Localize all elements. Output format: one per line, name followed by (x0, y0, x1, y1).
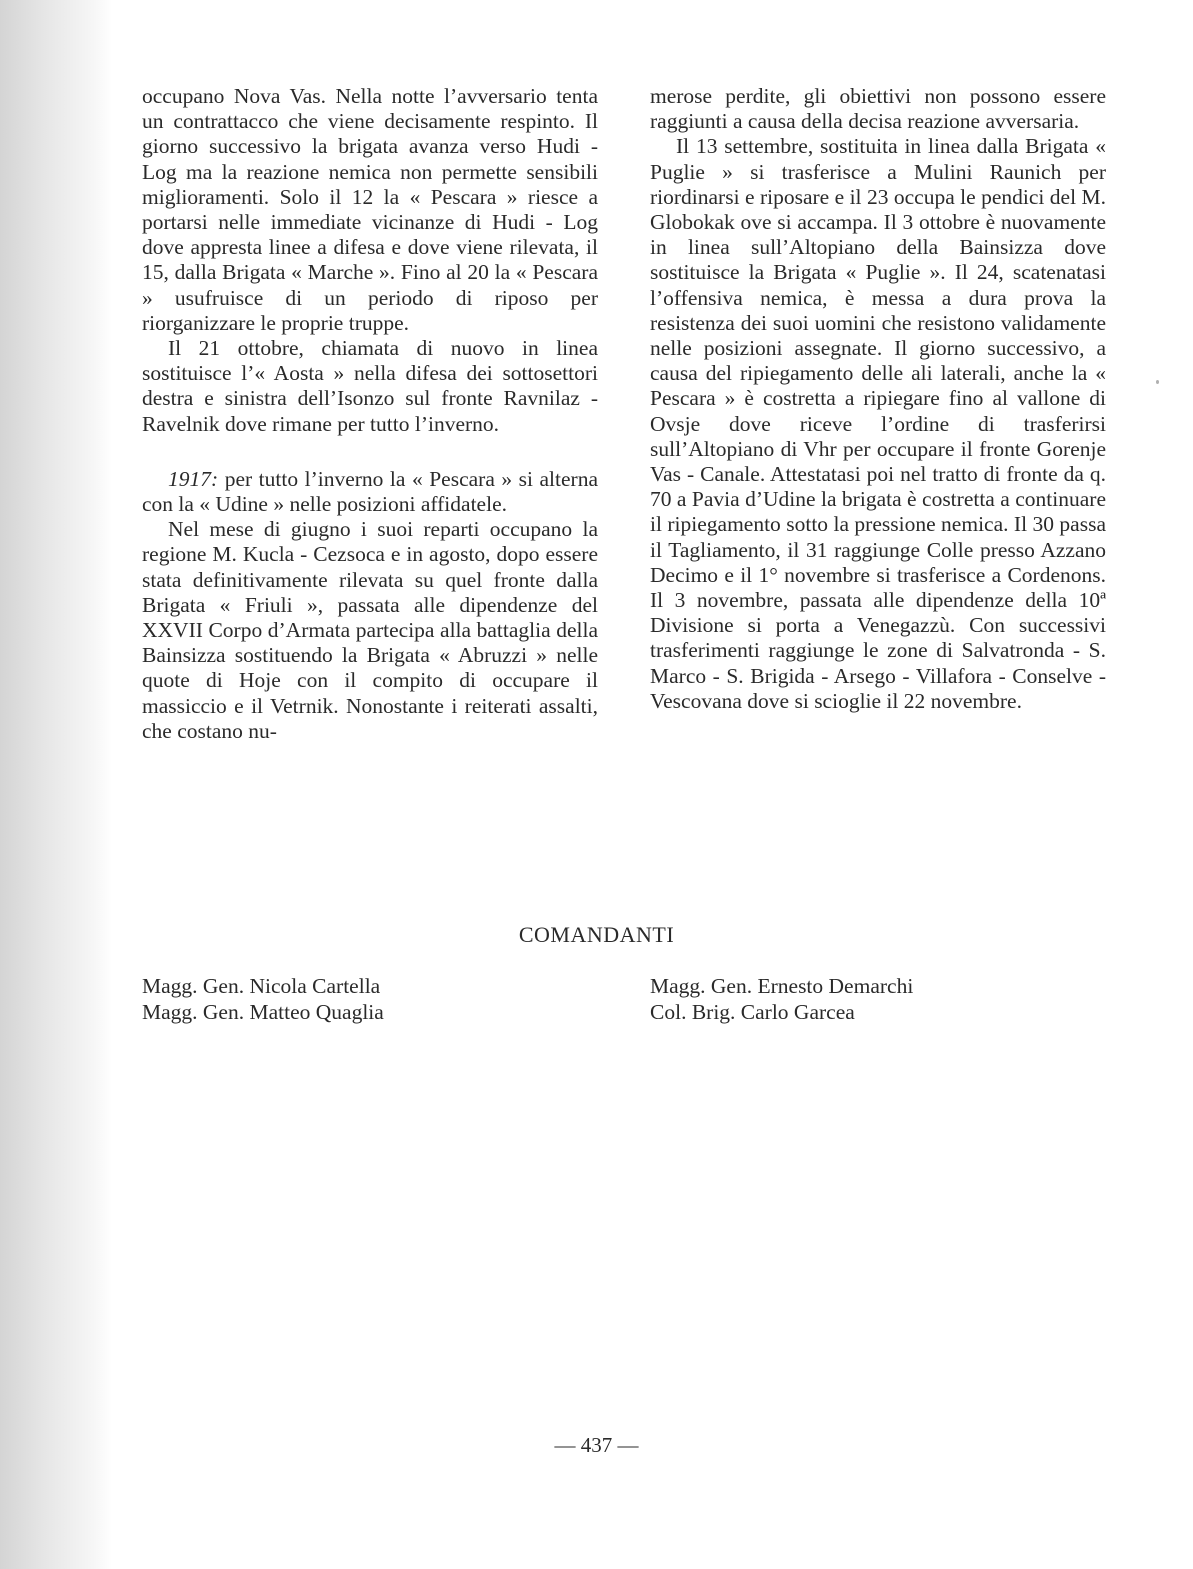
paragraph-1917 (142, 467, 598, 517)
commanders-list-right (650, 974, 913, 1025)
commander-entry: Magg. Gen. Ernesto Demarchi (650, 974, 914, 998)
paragraph-october: Il 21 ottobre, chiamata di nuovo in linea sostituisce l’« Aosta » nella difesa dei sottosettori destra e sinistra dell’Isonzo sul fronte Ravnilaz - Ravelnik dove rimane per tutto l’inverno. (142, 336, 598, 436)
commanders-heading: COMANDANTI (518, 922, 675, 947)
year-text: per tutto l’inverno la « Pescara » si alterna con la « Udine » nelle posizioni affidatele. (142, 466, 598, 517)
page-number: — 437 — (554, 1433, 639, 1457)
paragraph-continuation: occupano Nova Vas. Nella notte l’avversario tenta un contrattacco che viene decisamente respinto. Il giorno successivo la brigata avanza verso Hudi - Log ma la reazione nemica non permette sensibili miglioramenti. Solo il 12 la « Pescara » riesce a portarsi nelle immediate vicinanze di Hudi - Log dove appresta linee a difesa e dove viene rilevata, il 15, dalla Brigata « Marche ». Fino al 20 la « Pescara » usufruisce di un periodo di riposo per riorganizzare le proprie truppe. (142, 84, 598, 335)
right-text-column (650, 84, 1106, 714)
left-text-column (142, 84, 598, 744)
paragraph-june: Nel mese di giugno i suoi reparti occupano la regione M. Kucla - Cezsoca e in agosto, dopo essere stata definitivamente rilevata su quel fronte dalla Brigata « Friuli », passata alle dipendenze del XXVII Corpo d’Armata partecipa alla battaglia della Bainsizza sostituendo la Brigata « Abruzzi » nelle quote di Hoje con il compito di occupare il massiccio e il Vetrnik. Nonostante i reiterati assalti, che costano nu- (142, 517, 598, 743)
scan-speck (1156, 380, 1159, 384)
commanders-list-left (142, 974, 384, 1025)
commander-entry: Col. Brig. Carlo Garcea (650, 999, 855, 1024)
year-label: 1917: (168, 466, 219, 491)
paragraph-losses: merose perdite, gli obiettivi non possono essere raggiunti a causa della decisa reazione avversaria. (650, 84, 1106, 134)
commander-entry: Magg. Gen. Nicola Cartella (142, 974, 381, 998)
paragraph-september: Il 13 settembre, sostituita in linea dalla Brigata « Puglie » si trasferisce a Mulini Raunich per riordinarsi e riposare e il 23 occupa le pendici del M. Globokak ove si accampa. Il 3 ottobre è nuovamente in linea sull’Altopiano della Bainsizza dove sostituisce la Brigata « Puglie ». Il 24, scatenatasi l’offensiva nemica, è messa a dura prova la resistenza dei suoi uomini che resistono validamente nelle posizioni assegnate. Il giorno successivo, a causa del ripiegamento delle ali laterali, anche la « Pescara » è costretta a ripiegare fino al vallone di Ovsje dove riceve l’ordine di trasferirsi sull’Altopiano di Vhr per occupare il fronte Gorenje Vas - Canale. Attestatasi poi nel tratto di fronte da q. 70 a Pavia d’Udine la brigata è costretta a continuare il ripiegamento sotto la pressione nemica. Il 30 passa il Tagliamento, il 31 raggiunge Colle presso Azzano Decimo e il 1° novembre si trasferisce a Cordenons. Il 3 novembre, passata alle dipendenze della 10ª Divisione si porta a Venegazzù. Con successivi trasferimenti raggiunge le zone di Salvatronda - S. Marco - S. Brigida - Arsego - Villafora - Conselve - Vescovana dove si scioglie il 22 novembre. (650, 134, 1106, 713)
commander-entry: Magg. Gen. Matteo Quaglia (142, 999, 384, 1024)
